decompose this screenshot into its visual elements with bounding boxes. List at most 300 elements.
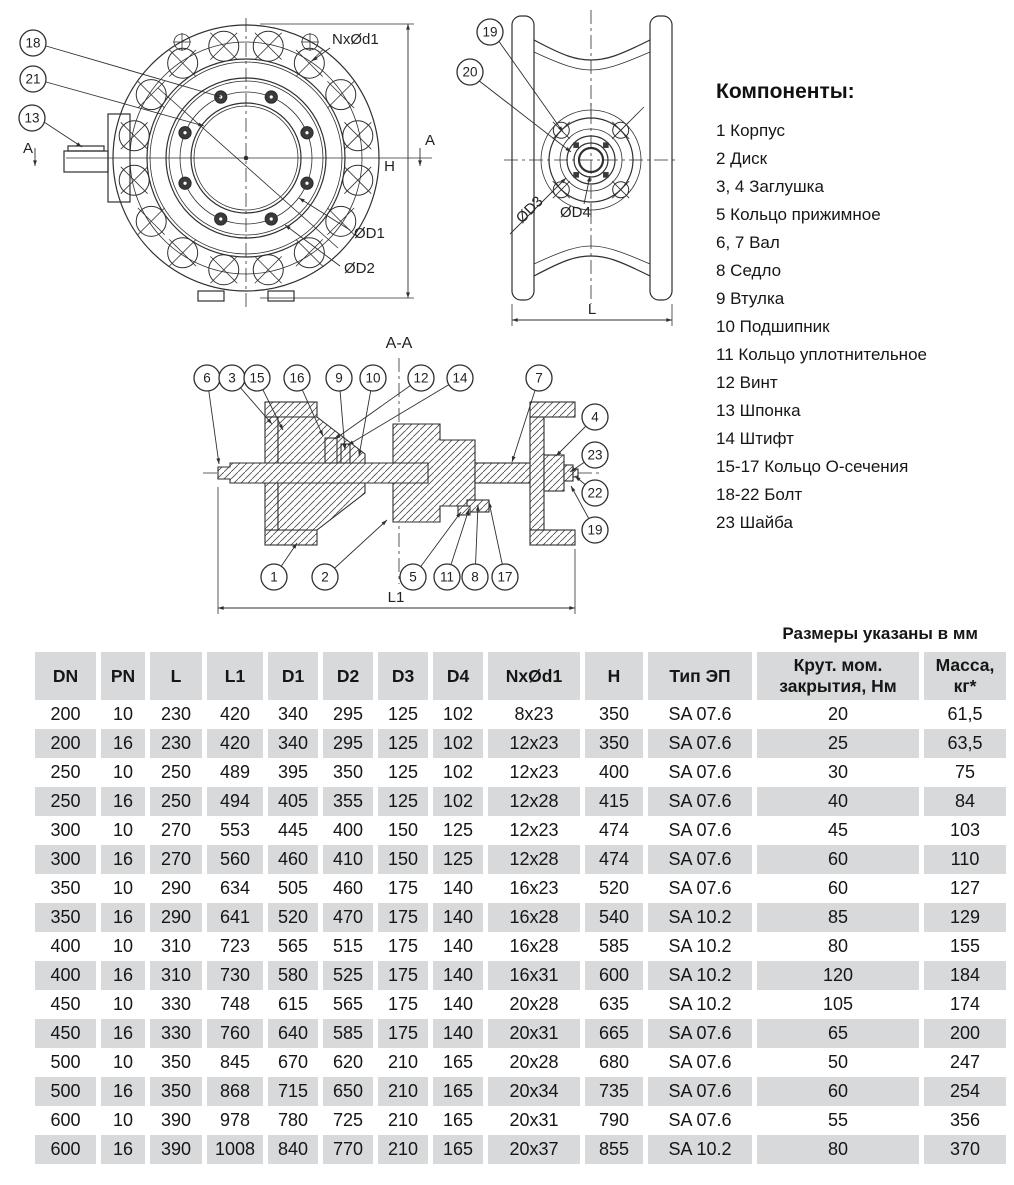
table-cell: 140 (442, 936, 474, 956)
table-cell: 730 (207, 961, 263, 990)
table-cell: 295 (323, 729, 373, 758)
table-cell: 155 (949, 936, 981, 956)
table-cell: 723 (219, 936, 251, 956)
callout-12 (408, 365, 434, 391)
table-cell: 410 (323, 845, 373, 874)
table-cell: 60 (757, 1077, 919, 1106)
components-items (716, 117, 1012, 537)
table-cell: 16 (101, 845, 145, 874)
table-cell: SA 07.6 (668, 1052, 732, 1072)
component-item: 5 Кольцо прижимное (716, 205, 881, 224)
table-cell: SA 07.6 (668, 1110, 732, 1130)
table-cell: 84 (924, 787, 1006, 816)
svg-text:3: 3 (228, 370, 236, 386)
label-L1: L1 (387, 589, 405, 606)
table-cell: 450 (35, 1019, 96, 1048)
svg-text:23: 23 (587, 447, 603, 463)
table-cell: 295 (332, 704, 364, 724)
side-view-drawing (438, 2, 725, 338)
svg-text:9: 9 (335, 370, 343, 386)
table-cell: 635 (598, 994, 630, 1014)
svg-text:7: 7 (535, 370, 543, 386)
table-cell: 978 (219, 1110, 251, 1130)
table-cell: 102 (442, 704, 474, 724)
table-cell: 10 (112, 820, 134, 840)
component-item: 12 Винт (716, 373, 778, 392)
table-cell: SA 07.6 (668, 878, 732, 898)
callout-11 (434, 564, 460, 590)
svg-text:19: 19 (587, 522, 603, 538)
table-cell: 65 (757, 1019, 919, 1048)
label-L: L (587, 301, 597, 318)
table-cell: 80 (827, 936, 849, 956)
svg-text:15: 15 (249, 370, 265, 386)
foot-lug (268, 291, 294, 301)
table-cell: 103 (949, 820, 981, 840)
table-cell: 8x23 (514, 704, 554, 724)
component-item: 9 Втулка (716, 289, 785, 308)
table-cell: 140 (433, 961, 483, 990)
table-cell: 61,5 (947, 704, 983, 724)
dimensions-table (30, 652, 1011, 1164)
table-cell: 355 (323, 787, 373, 816)
table-cell: 350 (585, 729, 643, 758)
callout-5 (400, 564, 426, 590)
table-cell: 165 (442, 1052, 474, 1072)
table-cell: 20 (827, 704, 849, 724)
callout-10 (360, 365, 386, 391)
table-cell: 725 (332, 1110, 364, 1130)
table-cell: 102 (442, 762, 474, 782)
table-cell: 210 (378, 1135, 428, 1164)
table-cell: 500 (35, 1077, 96, 1106)
label-H: H (384, 158, 395, 175)
table-cell: 420 (207, 729, 263, 758)
table-cell: 210 (387, 1110, 419, 1130)
table-cell: 10 (112, 704, 134, 724)
column-header: D3 (378, 652, 428, 700)
callout-6 (194, 365, 220, 391)
table-row (35, 816, 1006, 845)
table-row (35, 1106, 1006, 1135)
svg-text:10: 10 (365, 370, 381, 386)
label-A-right: A (425, 132, 436, 149)
callout-9 (326, 365, 352, 391)
svg-text:22: 22 (587, 485, 603, 501)
table-cell: SA 07.6 (648, 787, 752, 816)
table-cell: 16 (101, 961, 145, 990)
table-cell: 184 (924, 961, 1006, 990)
table-cell: SA 10.2 (648, 903, 752, 932)
component-item: 14 Штифт (716, 429, 794, 448)
table-cell: 470 (323, 903, 373, 932)
component-item: 11 Кольцо уплотнительное (716, 345, 927, 364)
table-cell: 175 (378, 903, 428, 932)
svg-text:1: 1 (270, 569, 278, 585)
svg-text:6: 6 (203, 370, 211, 386)
table-cell: 390 (150, 1135, 202, 1164)
table-cell: 356 (949, 1110, 981, 1130)
svg-text:18: 18 (25, 35, 41, 51)
section-view-drawing (175, 332, 622, 632)
table-cell: 400 (332, 820, 364, 840)
table-cell: 400 (35, 961, 96, 990)
column-header: PN (101, 652, 145, 700)
column-header: L1 (207, 652, 263, 700)
table-cell: 553 (219, 820, 251, 840)
label-nxod1: NxØd1 (332, 31, 379, 48)
table-cell: 10 (112, 1110, 134, 1130)
table-cell: 230 (160, 704, 192, 724)
table-cell: 310 (160, 936, 192, 956)
section-title: A-A (385, 335, 413, 352)
callout-17 (492, 564, 518, 590)
table-cell: 420 (219, 704, 251, 724)
table-cell: 290 (160, 878, 192, 898)
component-item: 6, 7 Вал (716, 233, 780, 252)
table-cell: 330 (150, 1019, 202, 1048)
table-cell: 790 (598, 1110, 630, 1130)
table-cell: 247 (949, 1052, 981, 1072)
washer-section (564, 465, 573, 481)
callout-1 (261, 564, 287, 590)
component-item: 10 Подшипник (716, 317, 830, 336)
screw-section (325, 438, 337, 463)
component-item: 15-17 Кольцо О-сечения (716, 457, 909, 476)
table-cell: 125 (378, 729, 428, 758)
column-header: D4 (433, 652, 483, 700)
table-cell: 250 (50, 762, 81, 782)
table-cell: 60 (757, 845, 919, 874)
column-header: Тип ЭП (648, 652, 752, 700)
table-row (35, 961, 1006, 990)
label-D4: ØD4 (560, 204, 591, 221)
table-cell: 670 (277, 1052, 309, 1072)
table-cell: 40 (757, 787, 919, 816)
table-cell: 520 (268, 903, 318, 932)
table-cell: 565 (277, 936, 309, 956)
column-header: Крут. мом. закрытия, Нм (757, 652, 919, 700)
table-cell: 254 (924, 1077, 1006, 1106)
table-cell: 868 (207, 1077, 263, 1106)
table-cell: 400 (598, 762, 630, 782)
svg-text:16: 16 (289, 370, 305, 386)
table-cell: 127 (949, 878, 981, 898)
foot-lug (198, 291, 224, 301)
table-cell: 16 (101, 1135, 145, 1164)
callout-16 (284, 365, 310, 391)
table-row (35, 874, 1006, 903)
table-cell: 230 (150, 729, 202, 758)
table-cell: 16x23 (509, 878, 559, 898)
table-cell: 16 (101, 787, 145, 816)
table-cell: 60 (827, 878, 849, 898)
table-cell: 270 (150, 845, 202, 874)
table-cell: 585 (598, 936, 630, 956)
label-D3: ØD3 (512, 192, 547, 227)
table-row (35, 990, 1006, 1019)
table-cell: 300 (50, 820, 81, 840)
table-cell: 165 (442, 1110, 474, 1130)
callout-21 (20, 66, 46, 92)
table-cell: SA 10.2 (668, 936, 732, 956)
callout-14 (447, 365, 473, 391)
table-cell: 600 (35, 1135, 96, 1164)
table-cell: 855 (585, 1135, 643, 1164)
table-cell: 620 (332, 1052, 364, 1072)
component-item: 18-22 Болт (716, 485, 803, 504)
table-cell: 650 (323, 1077, 373, 1106)
callout-19-section (582, 517, 608, 543)
column-header: D1 (268, 652, 318, 700)
table-cell: 1008 (207, 1135, 263, 1164)
svg-text:12: 12 (413, 370, 429, 386)
callout-23 (582, 442, 608, 468)
table-cell: SA 07.6 (648, 729, 752, 758)
table-cell: 50 (827, 1052, 849, 1072)
table-cell: 125 (378, 787, 428, 816)
table-cell: 615 (277, 994, 309, 1014)
component-item: 1 Корпус (716, 121, 786, 140)
table-cell: 140 (433, 1019, 483, 1048)
table-cell: 20x31 (509, 1110, 559, 1130)
components-legend (716, 80, 1012, 537)
callout-22 (582, 480, 608, 506)
table-cell: 210 (387, 1052, 419, 1072)
table-cell: 175 (378, 961, 428, 990)
table-cell: 560 (207, 845, 263, 874)
table-cell: 165 (433, 1077, 483, 1106)
table-cell: 102 (433, 729, 483, 758)
table-cell: 10 (112, 878, 134, 898)
table-cell: 505 (277, 878, 309, 898)
table-cell: 55 (827, 1110, 849, 1130)
table-cell: 350 (50, 878, 81, 898)
table-cell: 210 (378, 1077, 428, 1106)
table-cell: 500 (50, 1052, 81, 1072)
table-cell: 460 (268, 845, 318, 874)
table-cell: 175 (387, 878, 419, 898)
table-cell: 16x28 (509, 936, 559, 956)
table-cell: 75 (954, 762, 976, 782)
table-row (35, 729, 1006, 758)
pin-section (341, 444, 350, 463)
table-row (35, 700, 1006, 729)
table-cell: 395 (277, 762, 309, 782)
component-item: 23 Шайба (716, 513, 793, 532)
svg-text:21: 21 (25, 71, 41, 87)
table-cell: 565 (332, 994, 364, 1014)
table-cell: 250 (35, 787, 96, 816)
callout-2 (312, 564, 338, 590)
table-cell: SA 07.6 (668, 762, 732, 782)
table-cell: 780 (277, 1110, 309, 1130)
end-cap-section (544, 455, 564, 491)
callout-4 (582, 404, 608, 430)
table-cell: 250 (150, 787, 202, 816)
dimensions-note: Размеры указаны в мм (782, 624, 978, 643)
table-cell: SA 10.2 (648, 961, 752, 990)
table-cell: 20x37 (488, 1135, 580, 1164)
table-cell: 125 (387, 762, 419, 782)
table-cell: 16 (101, 1077, 145, 1106)
table-cell: 125 (433, 845, 483, 874)
table-cell: 494 (207, 787, 263, 816)
side-view-body (504, 10, 678, 304)
table-cell: 12x28 (488, 845, 580, 874)
table-cell: 200 (924, 1019, 1006, 1048)
table-cell: 370 (924, 1135, 1006, 1164)
table-cell: 415 (585, 787, 643, 816)
table-cell: 16x31 (488, 961, 580, 990)
table-cell: 12x23 (509, 820, 559, 840)
svg-text:4: 4 (591, 409, 599, 425)
table-cell: 175 (378, 1019, 428, 1048)
table-cell: 20x31 (488, 1019, 580, 1048)
table-cell: 12x23 (488, 729, 580, 758)
table-cell: 760 (207, 1019, 263, 1048)
table-cell: 12x23 (509, 762, 559, 782)
svg-text:20: 20 (462, 64, 478, 80)
table-cell: 640 (268, 1019, 318, 1048)
callout-15 (244, 365, 270, 391)
table-cell: SA 10.2 (668, 994, 732, 1014)
table-cell: 350 (598, 704, 630, 724)
components-title: Компоненты: (716, 80, 855, 103)
table-cell: 110 (924, 845, 1006, 874)
table-cell: 85 (757, 903, 919, 932)
table-row (35, 1077, 1006, 1106)
table-cell: 405 (268, 787, 318, 816)
column-header: D2 (323, 652, 373, 700)
svg-text:8: 8 (471, 569, 479, 585)
table-cell: 445 (277, 820, 309, 840)
table-cell: SA 07.6 (668, 820, 732, 840)
table-cell: 175 (387, 936, 419, 956)
table-cell: 125 (387, 704, 419, 724)
column-header: L (150, 652, 202, 700)
table-cell: 390 (160, 1110, 192, 1130)
front-view-body (64, 18, 432, 308)
table-cell: 140 (442, 994, 474, 1014)
table-cell: 12x28 (488, 787, 580, 816)
table-cell: 330 (160, 994, 192, 1014)
table-row (35, 1135, 1006, 1164)
table-cell: 600 (50, 1110, 81, 1130)
table-cell: 665 (585, 1019, 643, 1048)
table-cell: 840 (268, 1135, 318, 1164)
callout-8 (462, 564, 488, 590)
table-row (35, 845, 1006, 874)
table-cell: 585 (323, 1019, 373, 1048)
table-cell: 340 (268, 729, 318, 758)
front-view-drawing (8, 8, 438, 330)
table-cell: 600 (585, 961, 643, 990)
table-cell: 150 (387, 820, 419, 840)
callout-13 (19, 105, 45, 131)
svg-text:19: 19 (482, 24, 498, 40)
table-cell: 45 (827, 820, 849, 840)
table-cell: 680 (598, 1052, 630, 1072)
table-cell: SA 07.6 (648, 1019, 752, 1048)
table-cell: 340 (277, 704, 309, 724)
column-header: NxØd1 (488, 652, 580, 700)
table-cell: 350 (332, 762, 364, 782)
table-cell: 16x28 (488, 903, 580, 932)
table-cell: 10 (112, 936, 134, 956)
label-D1: ØD1 (354, 225, 385, 242)
component-item: 2 Диск (716, 149, 768, 168)
table-cell: 489 (219, 762, 251, 782)
table-cell: 350 (150, 1077, 202, 1106)
table-cell: 10 (112, 1052, 134, 1072)
table-cell: 474 (585, 845, 643, 874)
table-row (35, 903, 1006, 932)
table-cell: 200 (50, 704, 81, 724)
table-cell: 641 (207, 903, 263, 932)
table-cell: 515 (332, 936, 364, 956)
table-row (35, 1048, 1006, 1077)
svg-text:13: 13 (24, 110, 40, 126)
table-cell: 16 (101, 1019, 145, 1048)
table-cell: 634 (219, 878, 251, 898)
table-cell: 300 (35, 845, 96, 874)
table-cell: 165 (433, 1135, 483, 1164)
table-cell: 520 (598, 878, 630, 898)
svg-text:2: 2 (321, 569, 329, 585)
table-cell: 174 (949, 994, 981, 1014)
callout-20 (457, 59, 483, 85)
callout-18 (20, 30, 46, 56)
table-cell: 129 (924, 903, 1006, 932)
table-cell: 310 (150, 961, 202, 990)
table-cell: 25 (757, 729, 919, 758)
table-cell: 715 (268, 1077, 318, 1106)
table-cell: 250 (160, 762, 192, 782)
table-cell: 102 (433, 787, 483, 816)
table-cell: 460 (332, 878, 364, 898)
table-cell: 350 (35, 903, 96, 932)
component-item: 13 Шпонка (716, 401, 801, 420)
svg-text:11: 11 (439, 569, 455, 585)
table-row (35, 1019, 1006, 1048)
table-cell: SA 07.6 (648, 1077, 752, 1106)
table-cell: 735 (585, 1077, 643, 1106)
table-cell: 525 (323, 961, 373, 990)
table-row (35, 758, 1006, 787)
table-cell: 16 (101, 729, 145, 758)
table-cell: 845 (219, 1052, 251, 1072)
table-cell: 140 (442, 878, 474, 898)
table-cell: 350 (160, 1052, 192, 1072)
table-cell: 540 (585, 903, 643, 932)
table-cell: 770 (323, 1135, 373, 1164)
table-cell: 16 (101, 903, 145, 932)
table-cell: 270 (160, 820, 192, 840)
column-header: H (585, 652, 643, 700)
callout-19 (477, 19, 503, 45)
component-item: 8 Седло (716, 261, 782, 280)
label-D2: ØD2 (344, 260, 375, 277)
table-cell: 10 (112, 994, 134, 1014)
table-cell: 748 (219, 994, 251, 1014)
svg-text:17: 17 (497, 569, 513, 585)
component-item: 3, 4 Заглушка (716, 177, 824, 196)
column-header: DN (35, 652, 96, 700)
table-cell: 175 (387, 994, 419, 1014)
table-cell: SA 10.2 (648, 1135, 752, 1164)
table-row (35, 932, 1006, 961)
